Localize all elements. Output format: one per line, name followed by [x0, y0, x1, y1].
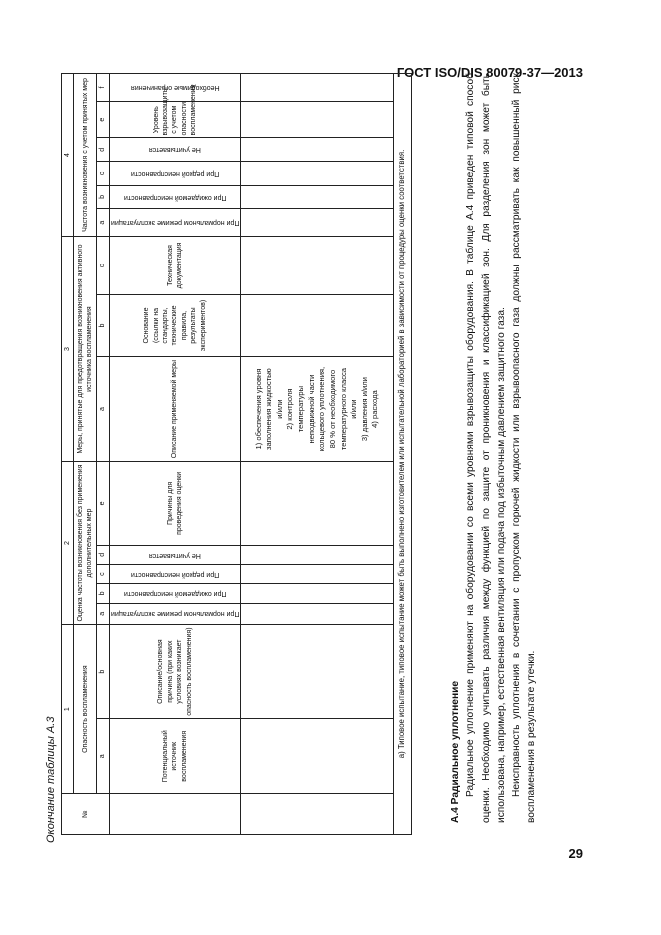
sub-letter: d	[97, 138, 109, 162]
col-desc-normal-operation-2: При нормальном режиме эксплуатации	[110, 219, 240, 227]
table-footnote: а) Типовое испытание, типовое испытание может быть выполнено изготовителем или испытательной лабораторией в зависимости от процедуры оценки соответствия.	[394, 74, 412, 835]
measure-line: и/или	[349, 399, 359, 419]
measure-line: 2) контроля	[285, 388, 295, 430]
col-desc-ignition-source: Потенциальный источник воспламенения	[109, 719, 240, 794]
col-desc-rare-malfunction: При редкой неисправности	[130, 570, 220, 578]
sub-letter: f	[97, 74, 109, 102]
col-desc-basis: Основание (ссылки на стандарты, технические правила, результаты экспериментов)	[109, 294, 240, 356]
table-column-description-row	[109, 74, 240, 835]
table-footnote-row	[394, 74, 412, 835]
sub-letter: a	[97, 209, 109, 237]
document-header: ГОСТ ISO/DIS 80079-37—2013	[396, 65, 583, 80]
sub-letter: b	[97, 624, 109, 718]
measure-line: неподвижной части	[306, 374, 316, 444]
col-desc-rare-malfunction-2: При редкой неисправности	[130, 170, 220, 178]
risk-assessment-table	[61, 73, 412, 835]
rotated-page-content	[45, 43, 605, 843]
col-desc-measure: Описание применяемой меры	[109, 357, 240, 462]
sub-letter: a	[97, 603, 109, 624]
col-desc-expected-malfunction: При ожидаемой неисправности	[123, 590, 227, 598]
table-data-row	[241, 74, 394, 835]
table-caption: Окончание таблицы А.3	[45, 716, 57, 843]
group-title-3: Меры, принятые для предотвращения возникновения активного источника воспламенения	[74, 237, 97, 462]
sub-letter: a	[97, 719, 109, 794]
section-title: А.4 Радиальное уплотнение	[450, 680, 461, 823]
group-number-3: 3	[62, 237, 74, 462]
col-desc-not-considered-2: Не учитывается	[149, 146, 201, 154]
col-desc-protection-level: Уровень взрывозащиты с учетом опасности воспламенения	[109, 102, 240, 138]
group-title-2: Оценка частоты возникновения без применения дополнительных мер	[74, 462, 97, 625]
sub-letter: b	[97, 584, 109, 603]
section-a4	[448, 73, 540, 823]
col-desc-expected-malfunction-2: При ожидаемой неисправности	[123, 193, 227, 201]
group-number-2: 2	[62, 462, 74, 625]
col-desc-tech-docs: Техническая документация	[109, 237, 240, 295]
table-letter-row	[97, 74, 109, 835]
sub-letter: d	[97, 545, 109, 564]
table-group-number-row	[62, 74, 74, 835]
col-desc-main-cause: Описание/основная причина (при каких условиях возникает опасность воспламенения)	[109, 624, 240, 718]
sub-letter: a	[97, 357, 109, 462]
table-group-title-row	[74, 74, 97, 835]
col-desc-normal-operation: При нормальном режиме эксплуатации	[110, 610, 240, 618]
col-desc-restrictions: Необходимые ограничения	[130, 84, 220, 92]
group-title-4: Частота возникновения с учетом принятых мер	[74, 74, 97, 237]
measure-line: 3) давления и/или	[359, 377, 369, 442]
sub-letter: c	[97, 237, 109, 295]
col-desc-assessment-reasons: Причины для проведения оценки	[109, 462, 240, 546]
measure-line: и/или	[274, 399, 284, 419]
sub-letter: b	[97, 294, 109, 356]
col-desc-not-considered: Не учитывается	[149, 551, 201, 559]
section-paragraph-1: Радиальное уплотнение применяют на оборудовании со всеми уровнями взрывозащиты оборудования. В таблице А.4 приведен типовой способ оценки. Необходимо учитывать различия между функцией по защите от проникновения и классификацией зон. Для разделения зон может быть использована, например, естественная вентиляция или подача под избыточным давлением защитного газа.	[465, 73, 507, 823]
group-number-4: 4	[62, 74, 74, 237]
sub-letter: e	[97, 462, 109, 546]
measure-line: температуры	[296, 385, 306, 433]
col-number-header: №	[62, 794, 110, 835]
measure-line: 4) расхода	[370, 390, 380, 428]
section-paragraph-2: Неисправность уплотнения в сочетании с пропуском горючей жидкости или взрывоопасного газа должны рассматривать как повышенный риск воспламенения в результате утечки.	[511, 73, 538, 823]
measure-line: температурного класса	[338, 367, 348, 451]
group-number-1: 1	[62, 624, 74, 793]
sub-letter: c	[97, 162, 109, 186]
page-number: 29	[568, 846, 583, 861]
sub-letter: b	[97, 185, 109, 209]
sub-letter: e	[97, 102, 109, 138]
measure-line: 80 % от необходимого	[327, 369, 337, 449]
sub-letter: c	[97, 564, 109, 583]
measure-line: кольцевого уплотнения,	[317, 366, 327, 452]
measure-line: 1) обеспечения уровня	[253, 368, 263, 450]
measure-description-cell	[241, 357, 394, 462]
measure-line: заполнения жидкостью	[264, 368, 274, 450]
group-title-1: Опасность воспламенения	[74, 624, 97, 793]
